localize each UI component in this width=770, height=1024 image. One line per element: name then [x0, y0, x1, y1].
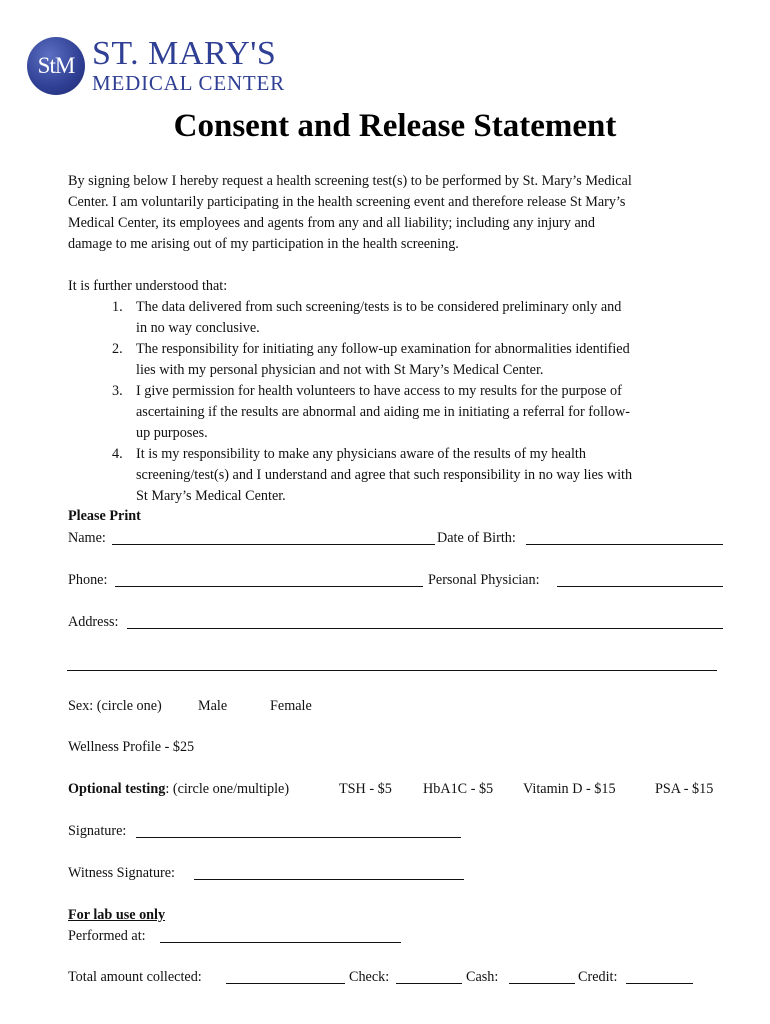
total-amount-label: Total amount collected: [68, 969, 202, 985]
name-label: Name: [68, 530, 106, 546]
sex-option-male[interactable]: Male [198, 698, 228, 714]
name-field[interactable] [112, 530, 435, 545]
test-option-psa[interactable]: PSA - $15 [655, 781, 714, 797]
test-option-hba1c[interactable]: HbA1C - $5 [423, 781, 494, 797]
wellness-profile: Wellness Profile - $25 [68, 739, 195, 755]
condition-item [68, 297, 632, 339]
intro-line: By signing below I hereby request a health screening test(s) to be performed by St. Mary’s Medical [68, 173, 632, 189]
logo-name: ST. MARY'S [92, 35, 277, 72]
condition-item [68, 339, 632, 381]
condition-line: in no way conclusive. [136, 320, 260, 336]
condition-number: 2. [112, 341, 123, 357]
physician-field[interactable] [557, 572, 723, 587]
physician-label: Personal Physician: [428, 572, 540, 588]
intro-paragraph [68, 171, 738, 255]
logo-badge [27, 37, 85, 95]
condition-line: ascertaining if the results are abnormal and aiding me in initiating a referral for follow- [136, 404, 631, 420]
address-label: Address: [68, 614, 119, 630]
phone-label: Phone: [68, 572, 108, 588]
address-field-line2[interactable] [67, 656, 717, 671]
understood-label: It is further understood that: [68, 278, 228, 294]
witness-signature-field[interactable] [194, 865, 464, 880]
condition-line: lies with my personal physician and not with St Mary’s Medical Center. [136, 362, 544, 378]
logo-subname: MEDICAL CENTER [92, 71, 285, 95]
please-print-label: Please Print [68, 508, 141, 524]
condition-line: up purposes. [136, 425, 208, 441]
optional-testing [68, 779, 289, 800]
performed-at-label: Performed at: [68, 928, 146, 944]
sex-label: Sex: (circle one) [68, 698, 162, 714]
condition-line: The data delivered from such screening/tests is to be considered preliminary only and [136, 299, 622, 315]
cash-field[interactable] [509, 969, 575, 984]
condition-line: St Mary’s Medical Center. [136, 488, 286, 504]
page-title: Consent and Release Statement [173, 108, 617, 144]
intro-line: Center. I am voluntarily participating in the health screening event and therefore release St Mary’s [68, 194, 626, 210]
intro-line: Medical Center, its employees and agents from any and all liability; including any injury and [68, 215, 595, 231]
condition-number: 1. [112, 299, 123, 315]
intro-line: damage to me arising out of my participation in the health screening. [68, 236, 459, 252]
witness-signature-label: Witness Signature: [68, 865, 176, 881]
performed-at-field[interactable] [160, 928, 401, 943]
dob-field[interactable] [526, 530, 723, 545]
sex-option-female[interactable]: Female [270, 698, 312, 714]
cash-label: Cash: [466, 969, 499, 985]
condition-number: 3. [112, 383, 123, 399]
logo-monogram: StM [37, 53, 75, 78]
condition-line: It is my responsibility to make any physicians aware of the results of my health [136, 446, 586, 462]
lab-use-heading: For lab use only [68, 907, 166, 923]
test-option-vitamin-d[interactable]: Vitamin D - $15 [523, 781, 616, 797]
conditions-list [68, 297, 632, 507]
optional-testing-label: Optional testing [68, 781, 166, 797]
optional-testing-hint: : (circle one/multiple) [165, 781, 290, 797]
check-label: Check: [349, 969, 390, 985]
credit-label: Credit: [578, 969, 618, 985]
condition-line: I give permission for health volunteers to have access to my results for the purpose of [136, 383, 622, 399]
condition-item [68, 381, 632, 444]
credit-field[interactable] [626, 969, 693, 984]
phone-field[interactable] [115, 572, 423, 587]
condition-number: 4. [112, 446, 123, 462]
signature-field[interactable] [136, 823, 461, 838]
address-field[interactable] [127, 614, 723, 629]
test-option-tsh[interactable]: TSH - $5 [339, 781, 392, 797]
condition-line: screening/test(s) and I understand and agree that such responsibility in no way lies with [136, 467, 633, 483]
condition-line: The responsibility for initiating any follow-up examination for abnormalities identified [136, 341, 630, 357]
condition-item [68, 444, 632, 507]
dob-label: Date of Birth: [437, 530, 516, 546]
total-amount-field[interactable] [226, 969, 345, 984]
signature-label: Signature: [68, 823, 127, 839]
check-field[interactable] [396, 969, 462, 984]
